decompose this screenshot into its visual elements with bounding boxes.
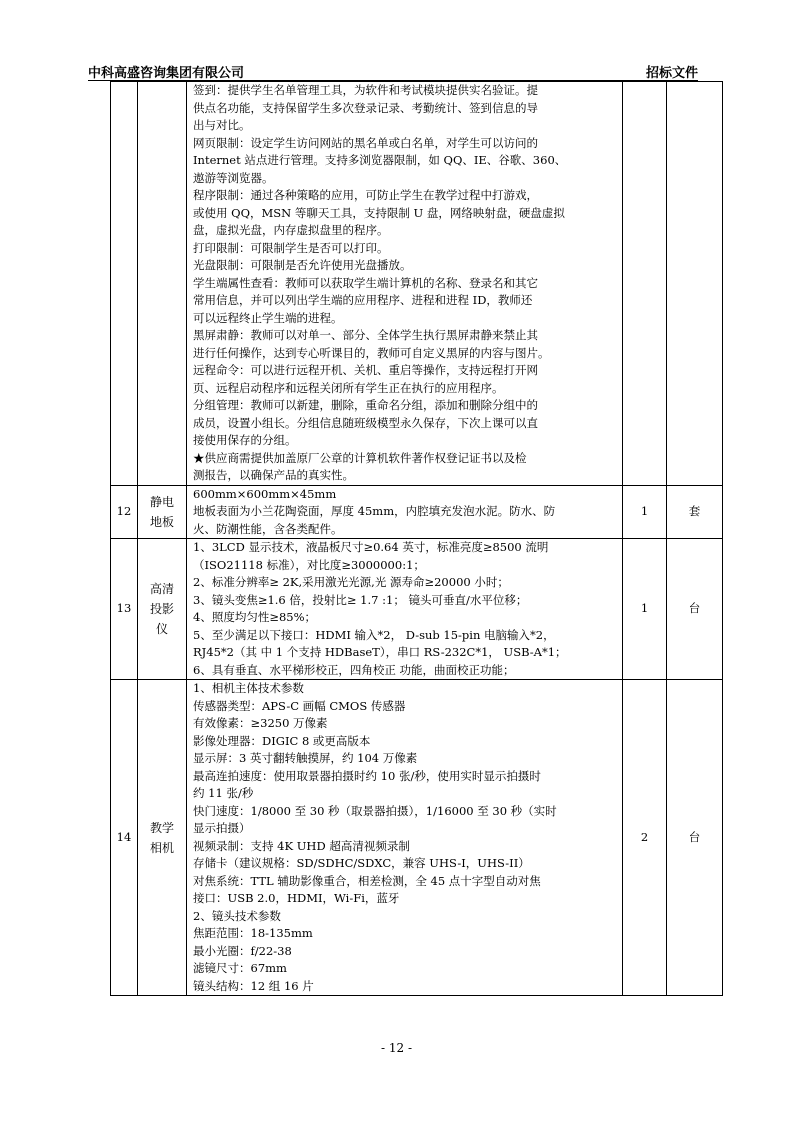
description-line: 视频录制：支持 4K UHD 超高清视频录制: [193, 838, 410, 853]
item-name-line: 相机: [149, 840, 174, 855]
description-line: 快门速度：1/8000 至 30 秒（取景器拍摄），1/16000 至 30 秒（实时: [193, 803, 557, 818]
item-name-line: 仪: [155, 622, 168, 636]
description-line: 接使用保存的分组。: [193, 433, 297, 447]
description-line: 程序限制：通过各种策略的应用，可防止学生在教学过程中打游戏，: [193, 188, 538, 202]
description-line: 遨游等浏览器。: [193, 170, 274, 185]
description-line: 打印限制：可限制学生是否可以打印。: [193, 240, 389, 255]
description-line: 分组管理：教师可以新建，删除，重命名分组，添加和删除分组中的: [193, 398, 538, 412]
table-row: [111, 485, 723, 539]
description-line: 地板表面为小兰花陶瓷面，厚度 45mm，内腔填充发泡水泥。防水、防: [193, 504, 556, 518]
item-name-line: 教学: [149, 820, 174, 835]
description-line: 页、远程启动程序和远程关闭所有学生正在执行的应用程序。: [193, 380, 504, 395]
description-line: 接口：USB 2.0，HDMI，Wi-Fi，蓝牙: [193, 891, 400, 905]
item-name-line: 高清: [149, 582, 174, 596]
item-name-cell: [138, 539, 187, 680]
item-unit-cell: 套: [667, 485, 723, 539]
description-line: 2、标准分辨率≥ 2K,采用激光光源,光 源寿命≥20000 小时；: [193, 575, 509, 589]
description-line: 常用信息，并可以列出学生端的应用程序、进程和进程 ID，教师还: [193, 293, 533, 307]
description-line: Internet 站点进行管理。支持多浏览器限制，如 QQ、IE、谷歌、360、: [193, 153, 567, 167]
description-line: 测报告，以确保产品的真实性。: [193, 468, 354, 482]
description-line: RJ45*2（其 中 1 个支持 HDBaseT），串口 RS-232C*1， USB-A*1；: [193, 645, 567, 659]
description-line: 存储卡（建议规格：SD/SDHC/SDXC，兼容 UHS-I，UHS-II）: [193, 856, 530, 870]
description-line: 影像处理器：DIGIC 8 或更高版本: [193, 733, 371, 748]
item-unit-cell: 台: [667, 539, 723, 680]
description-line: 最小光圈：f/22-38: [193, 943, 292, 958]
description-line: 火、防潮性能，含各类配件。: [193, 521, 343, 536]
item-name-line: 投影: [149, 602, 174, 616]
item-quantity-cell: 1: [623, 539, 667, 680]
description-line: 远程命令：可以进行远程开机、关机、重启等操作，支持远程打开网: [193, 363, 538, 377]
description-line: 成员，设置小组长。分组信息随班级模型永久保存，下次上课可以直: [193, 415, 538, 430]
description-line: 600mm×600mm×45mm: [193, 486, 337, 501]
description-line: 对焦系统：TTL 辅助影像重合，相差检测，全 45 点十字型自动对焦: [193, 873, 541, 888]
description-line: 供点名功能，支持保留学生多次登录记录、考勤统计、签到信息的导: [193, 100, 538, 115]
description-line: 滤镜尺寸：67mm: [193, 961, 287, 975]
description-line: 5、至少满足以下接口：HDMI 输入*2， D-sub 15-pin 电脑输入*2，: [193, 627, 555, 642]
item-name-cell: [138, 82, 187, 486]
description-line: 盘，虚拟光盘，内存虚拟盘里的程序。: [193, 223, 389, 237]
description-line: 网页限制：设定学生访问网站的黑名单或白名单，对学生可以访问的: [193, 135, 538, 150]
item-unit-cell: 台: [667, 680, 723, 996]
item-quantity-cell: [623, 82, 667, 486]
description-line: 签到：提供学生名单管理工具，为软件和考试模块提供实名验证。提: [193, 83, 538, 97]
item-number-cell: 14: [111, 680, 138, 996]
item-number-cell: 13: [111, 539, 138, 680]
description-line: 2、镜头技术参数: [193, 908, 281, 923]
description-line: 或使用 QQ，MSN 等聊天工具，支持限制 U 盘，网络映射盘，硬盘虚拟: [193, 205, 565, 220]
description-line: 1、3LCD 显示技术，液晶板尺寸≥0.64 英寸，标准亮度≥8500 流明: [193, 540, 549, 554]
item-description-cell: [187, 82, 623, 486]
description-line: 焦距范围：18-135mm: [193, 926, 313, 940]
item-name-cell: [138, 485, 187, 539]
company-name: 中科高盛咨询集团有限公司: [88, 66, 245, 81]
description-line: 镜头结构：12 组 16 片: [193, 978, 314, 993]
item-name-cell: [138, 680, 187, 996]
description-line: 进行任何操作，达到专心听课目的，教师可自定义黑屏的内容与图片。: [193, 345, 550, 360]
item-name-line: 静电: [149, 494, 174, 509]
item-description-cell: [187, 485, 623, 539]
item-unit-cell: [667, 82, 723, 486]
description-line: ★供应商需提供加盖原厂公章的计算机软件著作权登记证书以及检: [193, 450, 527, 465]
description-line: 约 11 张/秒: [193, 786, 254, 800]
description-line: 可以远程终止学生端的进程。: [193, 310, 343, 325]
description-line: （ISO21118 标准），对比度≥3000000:1；: [193, 557, 425, 572]
description-line: 最高连拍速度：使用取景器拍摄时约 10 张/秒，使用实时显示拍摄时: [193, 768, 541, 783]
description-line: 3、镜头变焦≥1.6 倍，投射比≥ 1.7 :1； 镜头可垂直/水平位移；: [193, 592, 528, 607]
table-row: [111, 680, 723, 996]
description-line: 1、相机主体技术参数: [193, 681, 304, 695]
table-row: [111, 82, 723, 486]
description-line: 学生端属性查看：教师可以获取学生端计算机的名称、登录名和其它: [193, 275, 538, 290]
description-line: 出与对比。: [193, 118, 251, 132]
item-description-cell: [187, 539, 623, 680]
item-number-cell: 12: [111, 485, 138, 539]
table-row: [111, 539, 723, 680]
item-description-cell: [187, 680, 623, 996]
item-quantity-cell: 1: [623, 485, 667, 539]
page-number: - 12 -: [380, 1041, 412, 1055]
description-line: 显示屏：3 英寸翻转触摸屏，约 104 万像素: [193, 751, 418, 765]
item-name-line: 地板: [149, 514, 174, 529]
description-line: 显示拍摄）: [193, 821, 251, 835]
description-line: 4、照度均匀性≥85%；: [193, 610, 317, 624]
item-quantity-cell: 2: [623, 680, 667, 996]
description-line: 黑屏肃静：教师可以对单一、部分、全体学生执行黑屏肃静来禁止其: [193, 328, 538, 342]
description-line: 传感器类型：APS-C 画幅 CMOS 传感器: [193, 698, 406, 713]
description-line: 6、具有垂直、水平梯形校正，四角校正 功能，曲面校正功能；: [193, 662, 515, 677]
description-line: 有效像素：≥3250 万像素: [193, 716, 328, 730]
item-number-cell: [111, 82, 138, 486]
page-header: [88, 62, 698, 81]
description-line: 光盘限制：可限制是否允许使用光盘播放。: [193, 258, 412, 272]
spec-table: [110, 81, 723, 996]
document-type: 招标文件: [645, 66, 698, 81]
